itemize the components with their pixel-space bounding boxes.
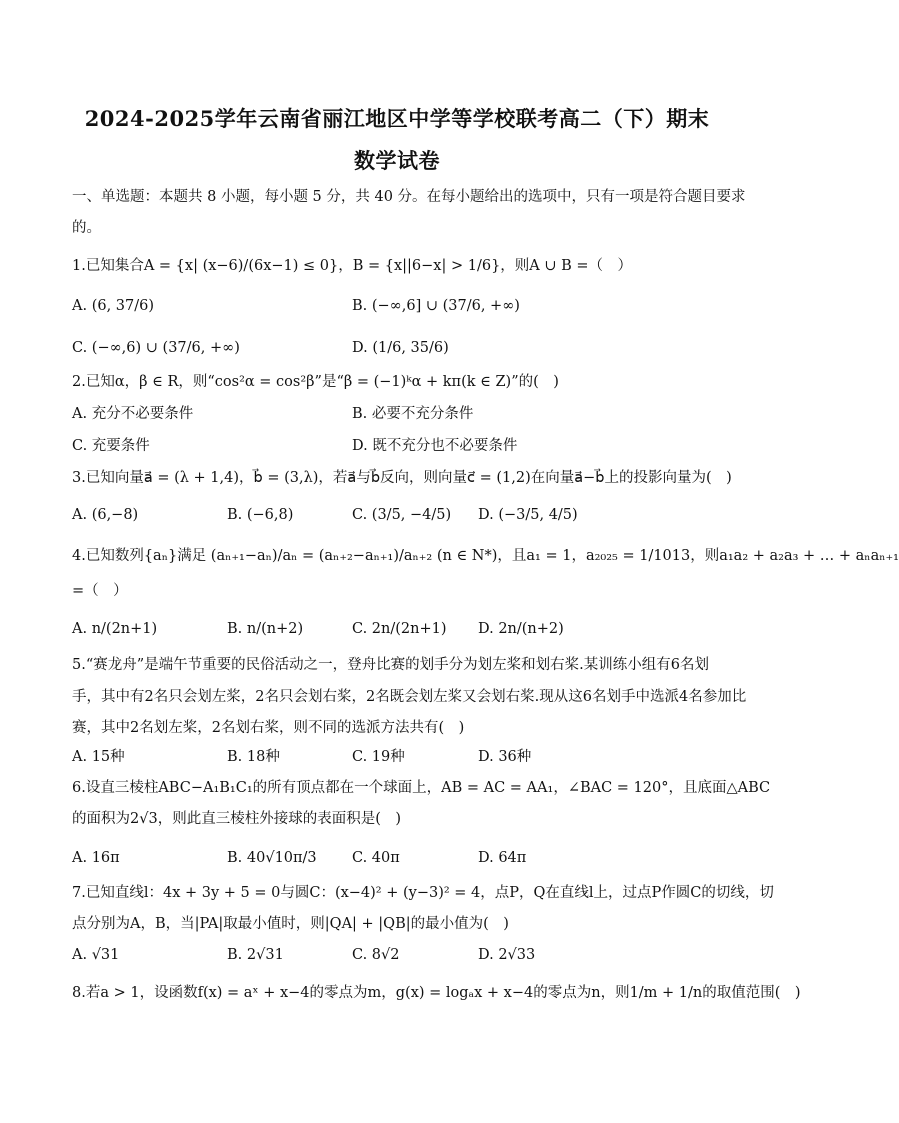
question-4-option-c: C. 2n/(2n+1): [352, 621, 447, 637]
question-7-option-c: C. 8√2: [352, 947, 400, 963]
section-intro: 一、单选题：本题共 8 小题，每小题 5 分，共 40 分。在每小题给出的选项中，只有一项是符合题目要求: [72, 189, 746, 205]
question-1-stem: 1.已知集合A = {x| (x−6)/(6x−1) ≤ 0}，B = {x||6−x| > 1/6}，则A ∪ B =（ ）: [72, 258, 633, 274]
question-3-option-d: D. (−3/5, 4/5): [478, 507, 578, 523]
question-7-stem-cont: 点分别为A，B，当|PA|取最小值时，则|QA| + |QB|的最小值为( ): [72, 916, 509, 932]
question-7-option-d: D. 2√33: [478, 947, 536, 963]
question-1-option-c: C. (−∞,6) ∪ (37/6, +∞): [72, 340, 240, 356]
question-7-stem: 7.已知直线l：4x + 3y + 5 = 0与圆C：(x−4)² + (y−3)² = 4，点P，Q在直线l上，过点P作圆C的切线，切: [72, 885, 774, 901]
question-2-option-b: B. 必要不充分条件: [352, 406, 474, 422]
question-5-option-c: C. 19种: [352, 749, 405, 765]
question-4-option-d: D. 2n/(n+2): [478, 621, 564, 637]
question-7-option-a: A. √31: [72, 947, 120, 963]
question-2-stem: 2.已知α，β ∈ R，则“cos²α = cos²β”是“β = (−1)ᵏα + kπ(k ∈ Z)”的( ): [72, 374, 559, 390]
question-6-stem-cont: 的面积为2√3，则此直三棱柱外接球的表面积是( ): [72, 811, 402, 827]
question-6-option-b: B. 40√10π/3: [227, 850, 317, 866]
question-4-stem-cont: =（ ）: [72, 583, 128, 599]
question-3-option-c: C. (3/5, −4/5): [352, 507, 452, 523]
question-4-option-a: A. n/(2n+1): [72, 621, 158, 637]
page-title: 2024-2025学年云南省丽江地区中学等学校联考高二（下）期末: [84, 106, 710, 131]
question-6-stem: 6.设直三棱柱ABC−A₁B₁C₁的所有顶点都在一个球面上，AB = AC = AA₁，∠BAC = 120°，且底面△ABC: [72, 780, 771, 796]
question-6-option-a: A. 16π: [72, 850, 120, 866]
question-6-option-d: D. 64π: [478, 850, 527, 866]
question-2-option-a: A. 充分不必要条件: [72, 406, 194, 422]
question-3-stem: 3.已知向量a⃗ = (λ + 1,4)，b⃗ = (3,λ)，若a⃗与b⃗反向，则向量c⃗ = (1,2)在向量a⃗−b⃗上的投影向量为( ): [72, 470, 732, 486]
question-5-option-d: D. 36种: [478, 749, 532, 765]
section-intro-cont: 的。: [72, 220, 101, 236]
question-1-option-b: B. (−∞,6] ∪ (37/6, +∞): [352, 298, 520, 314]
question-2-option-c: C. 充要条件: [72, 438, 150, 454]
question-8-stem: 8.若a > 1，设函数f(x) = aˣ + x−4的零点为m，g(x) = logₐx + x−4的零点为n，则1/m + 1/n的取值范围( ): [72, 985, 801, 1001]
question-2-option-d: D. 既不充分也不必要条件: [352, 438, 518, 454]
question-7-option-b: B. 2√31: [227, 947, 284, 963]
question-3-option-a: A. (6,−8): [72, 507, 139, 523]
question-5-option-a: A. 15种: [72, 749, 125, 765]
page-subtitle: 数学试卷: [354, 148, 440, 173]
question-1-option-a: A. (6, 37/6): [72, 298, 155, 314]
question-4-stem: 4.已知数列{aₙ}满足 (aₙ₊₁−aₙ)/aₙ = (aₙ₊₂−aₙ₊₁)/aₙ₊₂ (n ∈ N*)，且a₁ = 1，a₂₀₂₅ = 1/1013，则a₁a₂ + a₂a₃ + … + aₙaₙ₊₁: [72, 548, 899, 564]
question-6-option-c: C. 40π: [352, 850, 400, 866]
question-5-option-b: B. 18种: [227, 749, 280, 765]
question-5-stem-cont2: 赛，其中2名划左桨，2名划右桨，则不同的选派方法共有( ): [72, 720, 465, 736]
question-5-stem-cont: 手，其中有2名只会划左桨，2名只会划右桨，2名既会划左桨又会划右桨.现从这6名划手中选派4名参加比: [72, 689, 747, 705]
question-4-option-b: B. n/(n+2): [227, 621, 304, 637]
question-3-option-b: B. (−6,8): [227, 507, 294, 523]
question-1-option-d: D. (1/6, 35/6): [352, 340, 449, 356]
question-5-stem: 5.“赛龙舟”是端午节重要的民俗活动之一，登舟比赛的划手分为划左桨和划右桨.某训练小组有6名划: [72, 657, 709, 673]
